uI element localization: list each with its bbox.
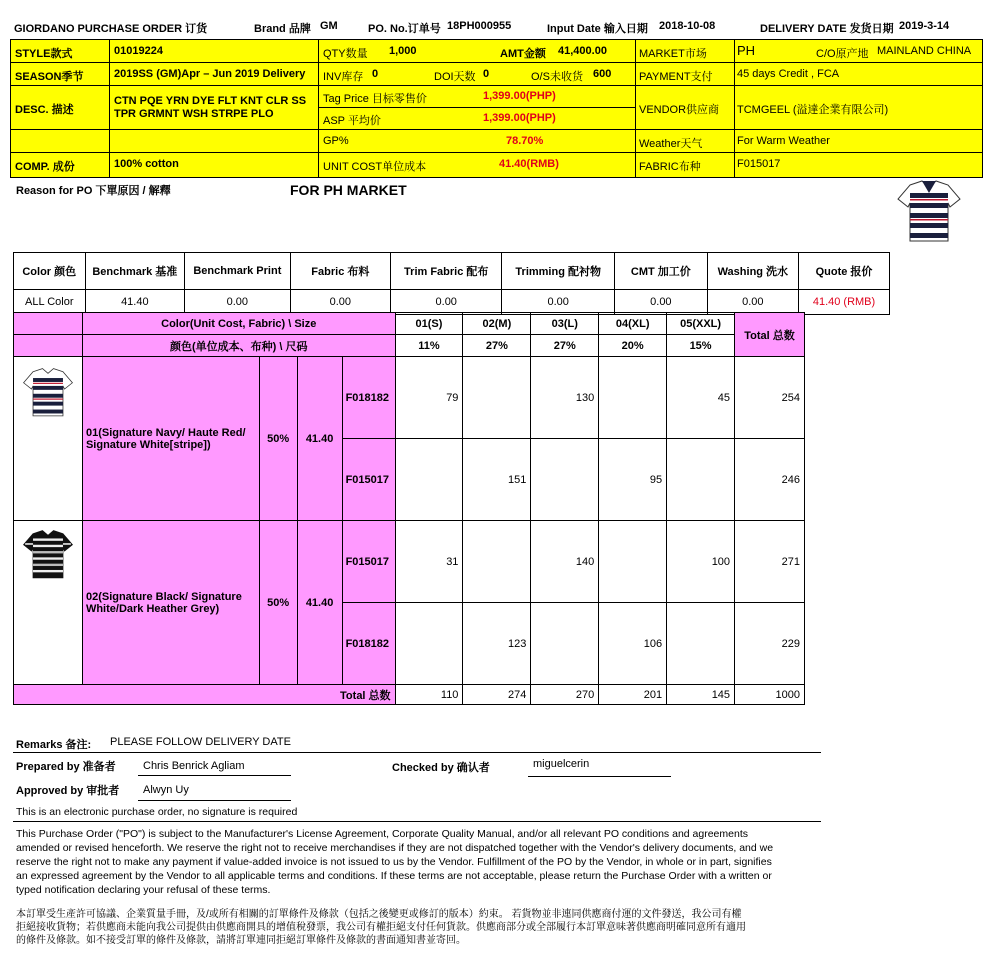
cost-header-quote: Quote 报价	[799, 253, 890, 290]
qty-cell	[463, 521, 531, 603]
ratio-l: 27%	[531, 335, 599, 357]
remarks-label: Remarks 备注:	[16, 739, 92, 751]
qty-cell	[395, 603, 463, 685]
cost-cell-trimming: 0.00	[502, 290, 615, 315]
po-number-value: 18PH000955	[447, 20, 512, 32]
terms-chinese	[16, 908, 826, 947]
brand-value: GM	[320, 20, 338, 32]
qty-cell: 45	[667, 357, 735, 439]
color1-name	[82, 357, 259, 521]
grand-total-xxl: 145	[667, 685, 735, 705]
input-date-value: 2018-10-08	[659, 20, 716, 32]
amt-value: 41,400.00	[558, 45, 607, 57]
cost-cell-benchmark: 41.40	[85, 290, 185, 315]
row-total: 271	[735, 521, 805, 603]
signature-line	[528, 776, 671, 777]
cost-cell-washing: 0.00	[707, 290, 798, 315]
size-header-xxl: 05(XXL)	[667, 313, 735, 335]
delivery-date-value: 2019-3-14	[899, 20, 950, 32]
tag-price-label: Tag Price 目标零售价	[323, 93, 427, 105]
cost-header-benchmark-print: Benchmark Print	[185, 253, 290, 290]
reason-label: Reason for PO 下單原因 / 解釋	[16, 185, 171, 197]
size-header-s: 01(S)	[395, 313, 463, 335]
cost-cell-quote: 41.40 (RMB)	[799, 290, 890, 315]
ratio-m: 27%	[463, 335, 531, 357]
qty-cell: 79	[395, 357, 463, 439]
qty-cell: 95	[599, 439, 667, 521]
total-header: Total 总数	[735, 313, 805, 357]
doi-value: 0	[483, 68, 490, 80]
asp-value: 1,399.00(PHP)	[483, 112, 556, 124]
color2-pct: 50%	[259, 521, 297, 685]
weather-value: For Warm Weather	[737, 135, 830, 147]
qty-cell: 31	[395, 521, 463, 603]
divider	[13, 821, 821, 822]
qty-cell	[463, 357, 531, 439]
weather-label: Weather天气	[639, 138, 703, 150]
input-date-label: Input Date 输入日期	[547, 23, 648, 35]
size-grid-header-line2: 颜色(单位成本、布种) \ 尺码	[82, 335, 395, 357]
checked-by-value: miguelcerin	[533, 758, 590, 770]
prepared-by-label: Prepared by 准备者	[16, 761, 116, 773]
size-header-xl: 04(XL)	[599, 313, 667, 335]
prepared-by-value: Chris Benrick Agliam	[143, 760, 245, 772]
cost-cell-benchmark-print: 0.00	[185, 290, 290, 315]
cost-header-trim-fabric: Trim Fabric 配布	[391, 253, 502, 290]
cost-cell-color: ALL Color	[14, 290, 86, 315]
os-value: 600	[593, 68, 612, 80]
terms-zh-line: 本訂單受生產許可協議、企業質量手冊，及/或所有相關的訂單條件及條款（包括之後變更或修訂的版本）約束。 若貨物並非連同供應商付運的文件發送，我公司有權	[16, 909, 742, 920]
color1-cost: 41.40	[297, 357, 342, 521]
cost-cell-trim-fabric: 0.00	[391, 290, 502, 315]
size-grid	[13, 312, 805, 705]
cost-cell-cmt: 0.00	[615, 290, 708, 315]
color1-fabric2: F015017	[342, 439, 395, 521]
grand-total-s: 110	[395, 685, 463, 705]
cost-header-washing: Washing 洗水	[707, 253, 798, 290]
color1-pct: 50%	[259, 357, 297, 521]
terms-zh-line: 拒絕接收貨物；若供應商未能向我公司提供由供應商開具的增值稅發票，我公司有權拒絕支付任何貨款。供應商部分或全部履行本訂單意味著供應商明確同意所有適用	[16, 922, 746, 933]
qty-cell: 130	[531, 357, 599, 439]
approved-by-value: Alwyn Uy	[143, 784, 189, 796]
po-title: GIORDANO PURCHASE ORDER 订货	[14, 23, 208, 35]
polo-shirt-icon	[22, 361, 74, 425]
terms-en-line: typed notification declaring your refusal of these terms.	[16, 884, 271, 896]
payment-label: PAYMENT支付	[639, 71, 713, 83]
desc-label: DESC. 描述	[15, 104, 74, 116]
comp-label: COMP. 成份	[15, 161, 75, 173]
market-label: MARKET市场	[639, 48, 707, 60]
color1-name-line2: Signature White[stripe])	[85, 438, 211, 451]
qty-cell	[531, 439, 599, 521]
size-header-l: 03(L)	[531, 313, 599, 335]
os-label: O/S未收货	[531, 71, 583, 83]
delivery-date-label: DELIVERY DATE 发货日期	[760, 23, 894, 35]
comp-value: 100% cotton	[114, 158, 179, 170]
qty-value: 1,000	[389, 45, 417, 57]
qty-cell	[667, 439, 735, 521]
cost-cell-fabric: 0.00	[290, 290, 391, 315]
color2-name	[82, 521, 259, 685]
cost-header-fabric: Fabric 布料	[290, 253, 391, 290]
payment-value: 45 days Credit , FCA	[737, 68, 840, 80]
ratio-xxl: 15%	[667, 335, 735, 357]
terms-en-line: This Purchase Order ("PO") is subject to the Manufacturer's License Agreement, Corporate Quality Manual, and/or all relevant PO conditions and agreements	[16, 828, 748, 840]
style-label: STYLE款式	[15, 48, 73, 60]
gp-value: 78.70%	[506, 135, 544, 147]
electronic-note: This is an electronic purchase order, no signature is required	[16, 806, 298, 818]
size-header-m: 02(M)	[463, 313, 531, 335]
row-total: 246	[735, 439, 805, 521]
asp-label: ASP 平均价	[323, 115, 381, 127]
qty-cell: 151	[463, 439, 531, 521]
brand-label: Brand 品牌	[254, 23, 311, 35]
terms-en-line: amended or revised henceforth. We reserve the right not to receive merchandises if they are not dispatched together with the Vendor's delivery documents, and we	[16, 842, 774, 854]
doi-label: DOI天数	[434, 71, 476, 83]
qty-cell: 140	[531, 521, 599, 603]
color2-name-line1: 02(Signature Black/ Signature	[85, 590, 242, 603]
color2-fabric2: F018182	[342, 603, 395, 685]
inv-label: INV库存	[323, 71, 364, 83]
color1-fabric1: F018182	[342, 357, 395, 439]
amt-label: AMT金额	[500, 48, 546, 60]
row-total: 229	[735, 603, 805, 685]
polo-shirt-icon	[896, 179, 962, 245]
qty-cell: 106	[599, 603, 667, 685]
cost-table	[13, 252, 890, 315]
reason-value: FOR PH MARKET	[290, 182, 407, 198]
fabric-value: F015017	[737, 158, 781, 170]
size-grid-header-line1: Color(Unit Cost, Fabric) \ Size	[82, 313, 395, 335]
color1-image-cell	[14, 357, 83, 521]
cost-header-trimming: Trimming 配衬物	[502, 253, 615, 290]
season-value: 2019SS (GM)Apr – Jun 2019 Delivery	[114, 68, 306, 80]
signature-line	[138, 775, 291, 776]
qty-cell	[599, 357, 667, 439]
grand-total-l: 270	[531, 685, 599, 705]
desc-value-line2: TPR GRMNT WSH STRPE PLO	[114, 108, 274, 120]
season-label: SEASON季节	[15, 71, 84, 83]
gp-label: GP%	[323, 135, 349, 147]
grand-total-m: 274	[463, 685, 531, 705]
origin-label: C/O原产地	[816, 48, 869, 60]
polo-shirt-icon	[22, 523, 74, 587]
grand-total-all: 1000	[735, 685, 805, 705]
size-grid-corner-2	[14, 335, 83, 357]
vendor-label: VENDOR供应商	[639, 104, 720, 116]
style-value: 01019224	[114, 45, 163, 57]
signature-line	[138, 800, 291, 801]
color2-name-line2: White/Dark Heather Grey)	[85, 602, 220, 615]
color2-fabric1: F015017	[342, 521, 395, 603]
remarks-value: PLEASE FOLLOW DELIVERY DATE	[110, 736, 291, 748]
qty-cell	[599, 521, 667, 603]
terms-english	[16, 827, 816, 897]
po-number-label: PO. No.订单号	[368, 23, 441, 35]
cost-header-benchmark: Benchmark 基准	[85, 253, 185, 290]
fabric-label: FABRIC布种	[639, 161, 701, 173]
ratio-s: 11%	[395, 335, 463, 357]
market-value: PH	[737, 43, 756, 58]
inv-value: 0	[372, 68, 379, 80]
grand-total-label: Total 总数	[14, 685, 396, 705]
qty-cell	[395, 439, 463, 521]
qty-cell: 123	[463, 603, 531, 685]
cost-header-cmt: CMT 加工价	[615, 253, 708, 290]
divider	[13, 752, 821, 753]
color1-name-line1: 01(Signature Navy/ Haute Red/	[85, 426, 246, 439]
qty-label: QTY数量	[323, 48, 368, 60]
row-total: 254	[735, 357, 805, 439]
info-block	[10, 39, 983, 178]
desc-value-line1: CTN PQE YRN DYE FLT KNT CLR SS	[114, 95, 307, 107]
approved-by-label: Approved by 审批者	[16, 785, 120, 797]
terms-en-line: an expressed agreement by the Vendor to all applicable terms and conditions. If these terms are not acceptable, please return the Purchase Order with a written or	[16, 870, 772, 882]
qty-cell	[531, 603, 599, 685]
terms-en-line: reserve the right not to make any payment if value-added invoice is not issued to us by the Vendor. Fulfillment of the PO by the Vendor, in whole or in part, signifies	[16, 856, 772, 868]
vendor-value: TCMGEEL (溢達企業有限公司)	[737, 104, 889, 116]
ratio-xl: 20%	[599, 335, 667, 357]
origin-value: MAINLAND CHINA	[877, 45, 972, 57]
unit-cost-label: UNIT COST单位成本	[323, 161, 427, 173]
qty-cell	[667, 603, 735, 685]
cost-header-color: Color 颜色	[14, 253, 86, 290]
qty-cell: 100	[667, 521, 735, 603]
unit-cost-value: 41.40(RMB)	[499, 158, 559, 170]
checked-by-label: Checked by 确认者	[392, 762, 490, 774]
color2-image-cell	[14, 521, 83, 685]
terms-zh-line: 的條件及條款。如不接受訂單的條件及條款，請將訂單連同拒絕訂單條件及條款的書面通知書並寄回。	[16, 935, 466, 946]
color2-cost: 41.40	[297, 521, 342, 685]
tag-price-value: 1,399.00(PHP)	[483, 90, 556, 102]
size-grid-corner	[14, 313, 83, 335]
grand-total-xl: 201	[599, 685, 667, 705]
